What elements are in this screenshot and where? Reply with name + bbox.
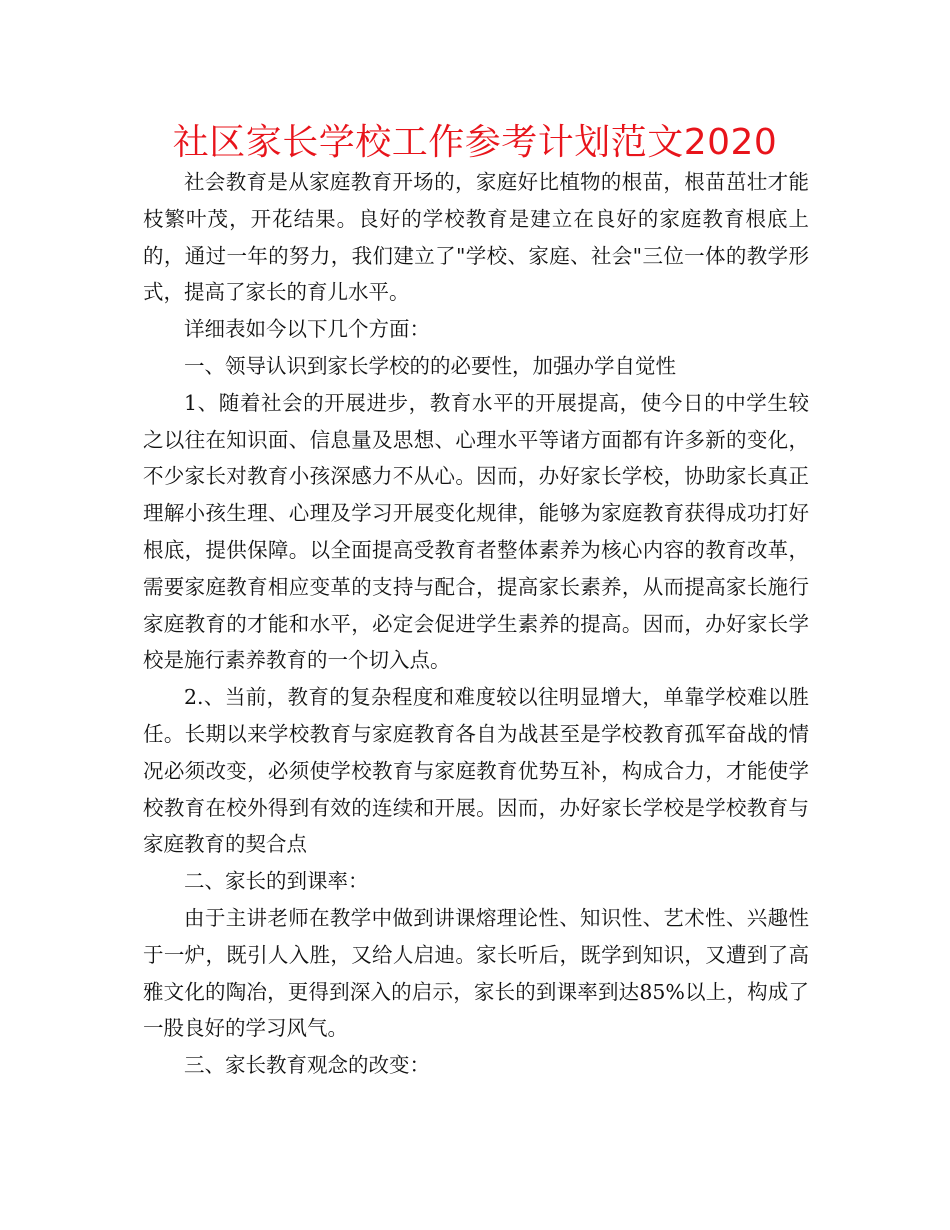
document-body — [143, 164, 809, 1084]
paragraph-attendance: 由于主讲老师在教学中做到讲课熔理论性、知识性、艺术性、兴趣性于一炉，既引人入胜，又给人启迪。家长听后，既学到知识，又遭到了高雅文化的陶冶，更得到深入的启示，家长的到课率到达85%以上，构成了一股良好的学习风气。 — [143, 905, 809, 1041]
paragraph-intro: 社会教育是从家庭教育开场的，家庭好比植物的根苗，根苗茁壮才能枝繁叶茂，开花结果。良好的学校教育是建立在良好的家庭教育根底上的，通过一年的努力，我们建立了"学校、家庭、社会"三位一体的教学形式，提高了家长的育儿水平。 — [143, 170, 809, 305]
section-heading-1: 一、领导认识到家长学校的的必要性，加强办学自觉性 — [184, 353, 676, 378]
document-title: 社区家长学校工作参考计划范文2020 — [172, 122, 778, 163]
section-heading-2: 二、家长的到课率： — [184, 869, 369, 894]
paragraph-point-2: 2.、当前，教育的复杂程度和难度较以往明显增大，单靠学校难以胜任。长期以来学校教育与家庭教育各自为战甚至是学校教育孤军奋战的情况必须改变，必须使学校教育与家庭教育优势互补，构成合力，才能使学校教育在校外得到有效的连续和开展。因而，办好家长学校是学校教育与家庭教育的契合点 — [143, 685, 809, 857]
section-heading-3: 三、家长教育观念的改变： — [184, 1053, 430, 1078]
paragraph-aspects-lead: 详细表如今以下几个方面： — [184, 317, 430, 342]
paragraph-point-1: 1、随着社会的开展进步，教育水平的开展提高，使今日的中学生较之以往在知识面、信息量及思想、心理水平等诸方面都有许多新的变化，不少家长对教育小孩深感力不从心。因而，办好家长学校，协助家长真正理解小孩生理、心理及学习开展变化规律，能够为家庭教育获得成功打好根底，提供保障。以全面提高受教育者整体素养为核心内容的教育改革，需要家庭教育相应变革的支持与配合，提高家长素养，从而提高家长施行家庭教育的才能和水平，必定会促进学生素养的提高。因而，办好家长学校是施行素养教育的一个切入点。 — [143, 390, 809, 673]
